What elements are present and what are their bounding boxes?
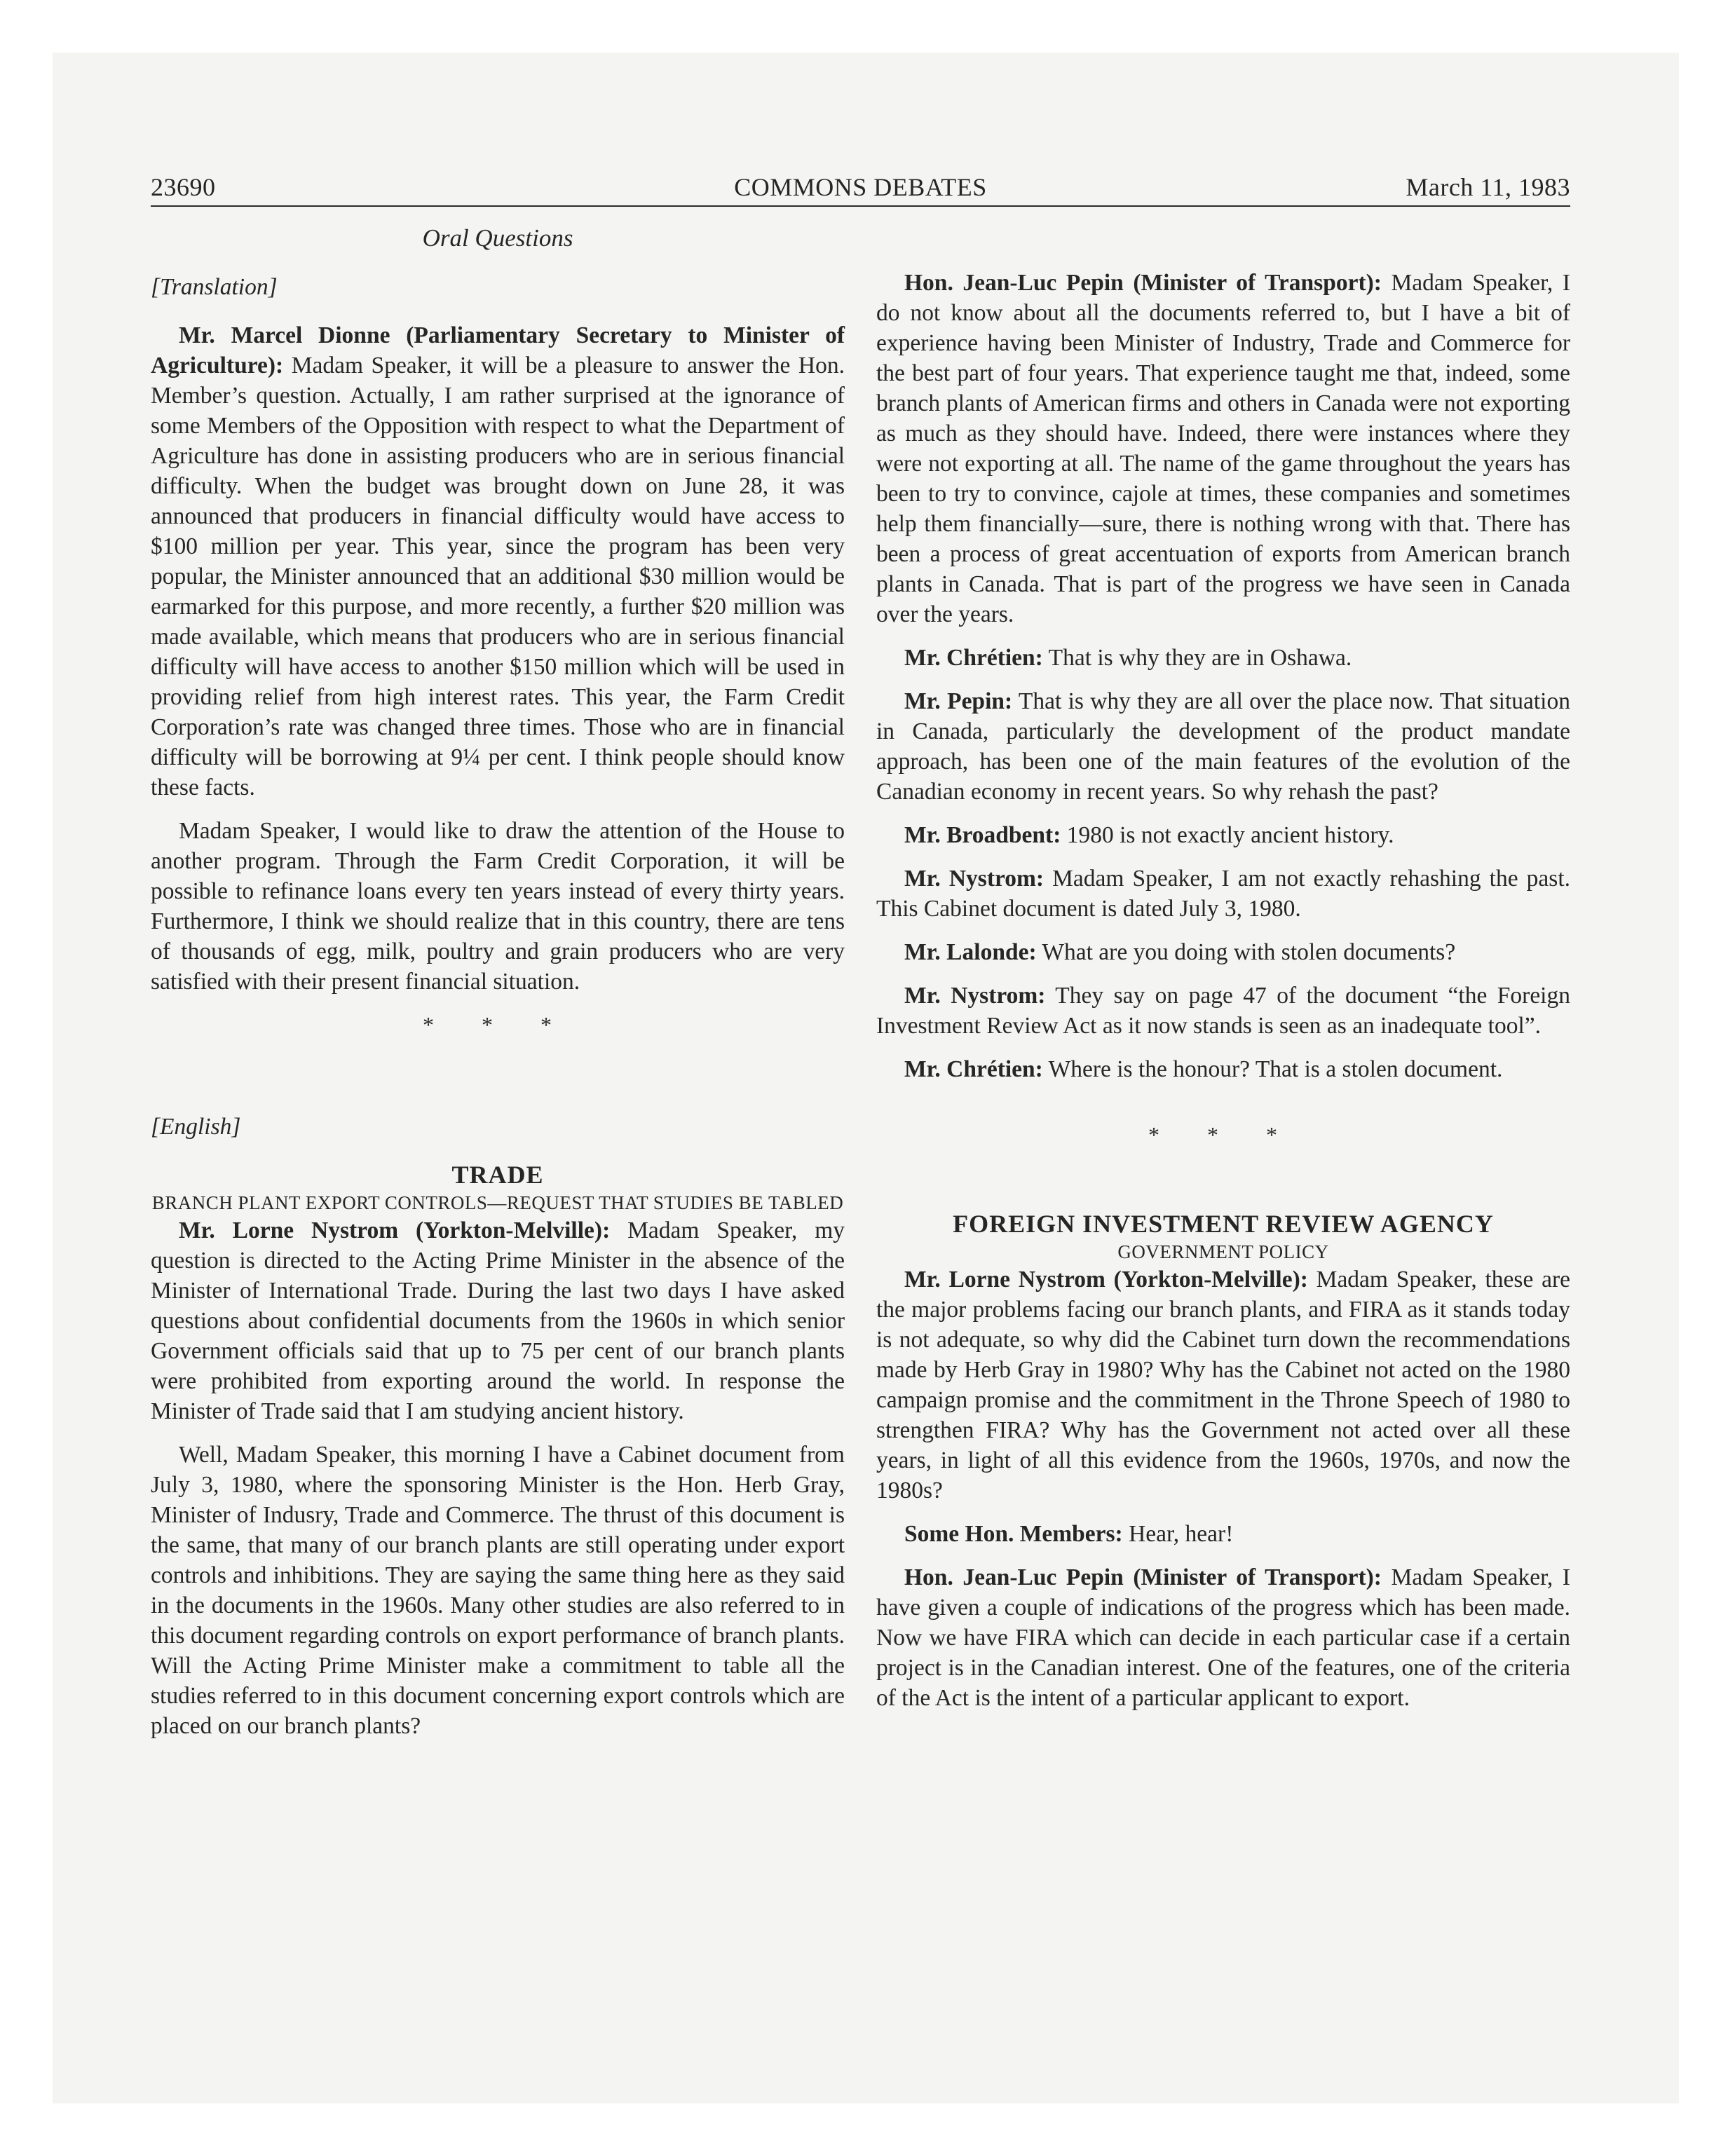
speech-paragraph bbox=[876, 1264, 1570, 1506]
speech-paragraph bbox=[876, 820, 1570, 850]
section-heading: FOREIGN INVESTMENT REVIEW AGENCY bbox=[953, 1210, 1494, 1238]
page-number: 23690 bbox=[151, 173, 216, 201]
section-separator: * * * bbox=[1148, 1122, 1298, 1147]
speech-text: Madam Speaker, I have given a couple of indications of the progress which has been made. Now we have FIRA which can decide in each particular case if a certain project is in the Canadian interest. One of the features, one of the criteria of the Act is the intent of a particular applicant to export. bbox=[876, 1564, 1570, 1711]
speech-paragraph bbox=[876, 686, 1570, 807]
speaker-name: Mr. Chrétien: bbox=[904, 645, 1043, 671]
speech-text: Where is the honour? That is a stolen document. bbox=[1042, 1056, 1503, 1082]
speech-paragraph bbox=[876, 1519, 1570, 1549]
right-column bbox=[876, 268, 1570, 1726]
speaker-name: Mr. Chrétien: bbox=[904, 1056, 1043, 1082]
speaker-name: Mr. Nystrom: bbox=[904, 866, 1045, 892]
speaker-name: Mr. Lorne Nystrom (Yorkton-Melville): bbox=[179, 1217, 611, 1243]
speech-text: Madam Speaker, it will be a pleasure to answer the Hon. Member’s question. Actually, I am rather surprised at the ignorance of some Members of the Opposition with respect to what the Department of Agriculture has done in assisting producers who are in serious financial difficulty. When the budget was brought down on June 28, it was announced that producers in financial difficulty would have access to $100 million per year. This year, since the program has been very popular, the Minister announced that an additional $30 million would be earmarked for this purpose, and more recently, a further $20 million was made available, which means that producers who are in serious financial difficulty will have access to another $150 million which will be used in providing relief from high interest rates. This year, the Farm Credit Corporation’s rate was changed three times. Those who are in financial difficulty will be borrowing at 9¼ per cent. I think people should know these facts. bbox=[151, 353, 845, 800]
speech-paragraph bbox=[876, 981, 1570, 1041]
publication-title: COMMONS DEBATES bbox=[734, 173, 987, 201]
section-separator: * * * bbox=[423, 1012, 573, 1037]
speech-text: What are you doing with stolen documents? bbox=[1036, 939, 1456, 965]
speaker-name: Mr. Marcel Dionne (Parliamentary Secretary to Minister of Agriculture): bbox=[151, 322, 845, 378]
speech-text: Madam Speaker, I am not exactly rehashing the past. This Cabinet document is dated July 3, 1980. bbox=[876, 866, 1570, 922]
running-head: Oral Questions bbox=[422, 224, 573, 252]
speech-paragraph bbox=[151, 320, 845, 803]
speech-paragraph bbox=[876, 1054, 1570, 1084]
speech-text: Well, Madam Speaker, this morning I have a Cabinet document from July 3, 1980, where the sponsoring Minister is the Hon. Herb Gray, Minister of Indusry, Trade and Commerce. The thrust of this document is the same, that many of our branch plants are still operating under export controls and inhibitions. They are saying the same thing here as they said in the documents in the 1960s. Many other studies are also referred to in this document regarding controls on export performance of branch plants. Will the Acting Prime Minister make a commitment to table all the studies referred to in this document concerning export controls which are placed on our branch plants? bbox=[151, 1442, 845, 1739]
speech-paragraph bbox=[151, 1440, 845, 1741]
speech-text: Madam Speaker, I do not know about all the documents referred to, but I have a bit of experience having been Minister of Industry, Trade and Commerce for the best part of four years. That experience taught me that, indeed, some branch plants of American firms and others in Canada were not exporting as much as they should have. Indeed, there were instances where they were not exporting at all. The name of the game throughout the years has been to try to convince, cajole at times, these companies and sometimes help them financially—sure, there is nothing wrong with that. There has been a process of great accentuation of exports from American branch plants in Canada. That is part of the progress we have seen in Canada over the years. bbox=[876, 270, 1570, 627]
speech-text: They say on page 47 of the document “the Foreign Investment Review Act as it now stands is seen as an inadequate tool”. bbox=[876, 983, 1570, 1039]
speech-text: Madam Speaker, my question is directed to the Acting Prime Minister in the absence of the Minister of International Trade. During the last two days I have asked questions about confidential documents from the 1960s in which senior Government officials said that up to 75 per cent of our branch plants were prohibited from exporting around the world. In response the Minister of Trade said that I am studying ancient history. bbox=[151, 1217, 845, 1424]
speaker-name: Hon. Jean-Luc Pepin (Minister of Transport): bbox=[904, 1564, 1382, 1590]
speaker-name: Mr. Lalonde: bbox=[904, 939, 1037, 965]
section-heading: TRADE bbox=[451, 1161, 544, 1189]
page-header bbox=[151, 170, 1570, 204]
speech-text: Madam Speaker, these are the major problems facing our branch plants, and FIRA as it stands today is not adequate, so why did the Cabinet turn down the recommendations made by Herb Gray in 1980? Why has the Cabinet not acted on the 1980 campaign promise and the commitment in the Throne Speech of 1980 to strengthen FIRA? Why has the Government not acted over all these years, in light of all this evidence from the 1960s, 1970s, and now the 1980s? bbox=[876, 1267, 1570, 1503]
speech-paragraph bbox=[876, 1562, 1570, 1713]
speaker-name: Mr. Lorne Nystrom (Yorkton-Melville): bbox=[904, 1267, 1308, 1292]
speech-paragraph bbox=[876, 937, 1570, 967]
left-column bbox=[151, 272, 845, 1754]
speech-text: That is why they are in Oshawa. bbox=[1042, 645, 1352, 671]
speaker-name: Mr. Broadbent: bbox=[904, 822, 1061, 848]
section-subheading: BRANCH PLANT EXPORT CONTROLS—REQUEST THAT STUDIES BE TABLED bbox=[151, 1192, 844, 1213]
speech-paragraph bbox=[151, 1215, 845, 1426]
speech-paragraph bbox=[876, 268, 1570, 629]
speaker-name: Mr. Nystrom: bbox=[904, 983, 1046, 1009]
speaker-name: Mr. Pepin: bbox=[904, 688, 1013, 714]
header-rule bbox=[151, 205, 1570, 207]
speech-text: That is why they are all over the place now. That situation in Canada, particularly the development of the product mandate approach, has been one of the main features of the evolution of the Canadian economy in recent years. So why rehash the past? bbox=[876, 688, 1570, 805]
speaker-name: Some Hon. Members: bbox=[904, 1521, 1123, 1547]
speech-text: 1980 is not exactly ancient history. bbox=[1061, 822, 1394, 848]
speech-text: Madam Speaker, I would like to draw the attention of the House to another program. Through the Farm Credit Corporation, it will be possible to refinance loans every ten years instead of every thirty years. Furthermore, I think we should realize that in this country, there are tens of thousands of egg, milk, poultry and grain producers who are very satisfied with their present financial situation. bbox=[151, 818, 845, 995]
speech-text: Hear, hear! bbox=[1122, 1521, 1234, 1547]
speaker-name: Hon. Jean-Luc Pepin (Minister of Transport): bbox=[904, 270, 1382, 296]
speech-paragraph bbox=[151, 816, 845, 997]
publication-date: March 11, 1983 bbox=[1406, 173, 1570, 201]
speech-paragraph bbox=[876, 643, 1570, 673]
section-subheading: GOVERNMENT POLICY bbox=[1117, 1241, 1329, 1262]
language-marker: [English] bbox=[151, 1114, 241, 1140]
language-marker: [Translation] bbox=[151, 274, 278, 300]
speech-paragraph bbox=[876, 864, 1570, 924]
